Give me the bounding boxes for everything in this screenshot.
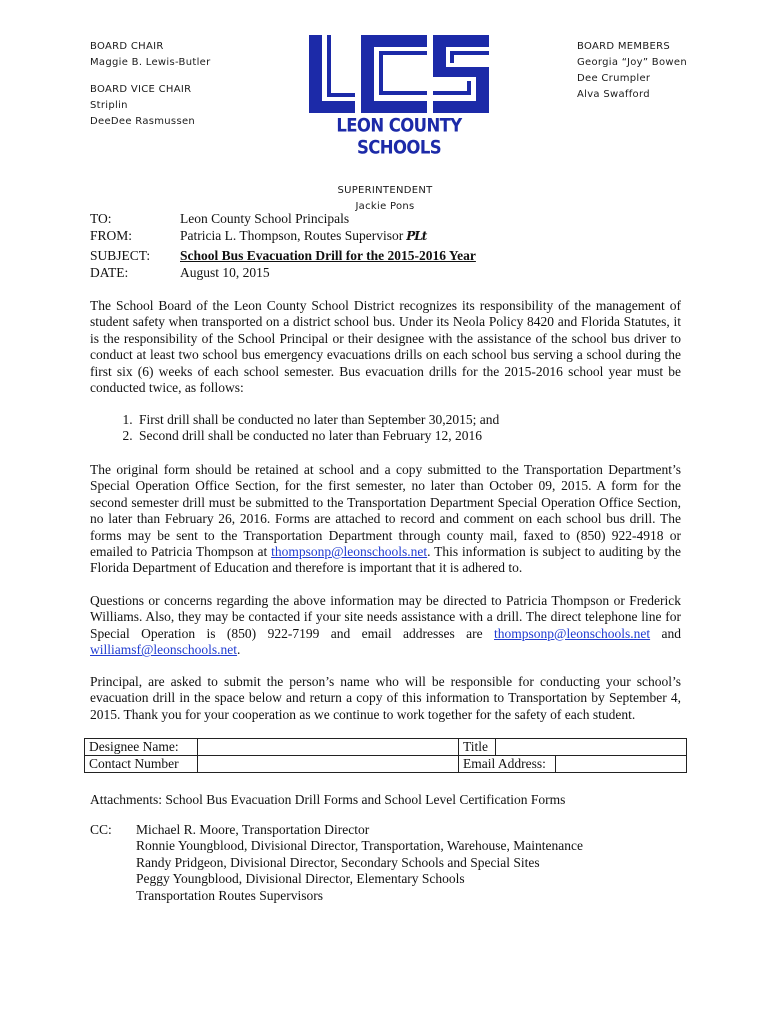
superintendent-label: SUPERINTENDENT [337, 185, 433, 196]
logo-wordmark: LEON COUNTY SCHOOLS [336, 114, 462, 158]
email-address-label: Email Address: [459, 756, 556, 773]
paragraph-3-text: Questions or concerns regarding the above information may be directed to Patricia Thompson or Frederick Williams. Also, they may be contacted if your site needs assistance with a drill. The direct telephone line for Special Operation is (850) 922-7199 and email addresses are [90, 593, 681, 641]
memo-to-row [90, 211, 476, 228]
contact-number-field[interactable] [198, 756, 459, 773]
leon-county-schools-logo [309, 33, 489, 158]
paragraph-2-text: The original form should be retained at school and a copy submitted to the Transportation Department’s Special Operation Office Section, for the first semester, no later than October 09, 2015. A form for the second semester drill must be submitted to the Transportation Department Special Operation Office Section, no later than February 26, 2016. Forms are attached to record and comment on each school bus drill. The forms may be sent to the Transportation Department through county mail, faxed to (850) 922-4918 or emailed to Patricia Thompson at [90, 462, 681, 560]
designee-name-label: Designee Name: [85, 739, 198, 756]
to-label: TO: [90, 211, 112, 226]
memo-subject-row [90, 248, 476, 265]
cc-recipient: Peggy Youngblood, Divisional Director, Elementary Schools [136, 871, 465, 887]
board-member: Alva Swafford [577, 89, 650, 100]
paragraph-4: Principal, are asked to submit the person’s name who will be responsible for conducting your school’s evacuation drill in the space below and return a copy of this information to Transportation by September 4, 2015. Thank you for your cooperation as we continue to work together for the safety of each student. [90, 674, 681, 722]
designee-name-field[interactable] [198, 739, 459, 756]
board-members-label: BOARD MEMBERS [577, 41, 670, 52]
paragraph-4-block [90, 674, 681, 723]
table-row [85, 756, 687, 773]
paragraph-3-block [90, 593, 681, 659]
from-initials-signature: PLt [406, 228, 427, 243]
cc-recipients [136, 822, 583, 904]
board-member: Georgia “Joy” Bowen [577, 57, 687, 68]
memo-date-row [90, 265, 476, 282]
email-address-field[interactable] [556, 756, 687, 773]
paragraph-3-and: and [650, 625, 681, 641]
contact-number-label: Contact Number [85, 756, 198, 773]
board-chair-label: BOARD CHAIR [90, 41, 164, 52]
board-vice-chair-line1: Striplin [90, 100, 128, 111]
subject-label: SUBJECT: [90, 248, 151, 263]
paragraph-2-block [90, 462, 681, 577]
board-member: Dee Crumpler [577, 73, 651, 84]
cc-recipient: Ronnie Youngblood, Divisional Director, Transportation, Warehouse, Maintenance [136, 838, 583, 854]
memo-from-row [90, 228, 476, 245]
title-field[interactable] [496, 739, 687, 756]
subject-value: School Bus Evacuation Drill for the 2015-2016 Year [180, 248, 476, 263]
cc-recipient: Michael R. Moore, Transportation Director [136, 822, 370, 837]
email-link-thompson-2[interactable]: thompsonp@leonschools.net [494, 625, 651, 641]
date-label: DATE: [90, 264, 129, 280]
table-row [85, 739, 687, 756]
paragraph-2 [90, 462, 681, 577]
memo-header [90, 211, 476, 281]
paragraph-1-block [90, 298, 681, 396]
from-label: FROM: [90, 227, 133, 243]
to-value: Leon County School Principals [180, 211, 350, 226]
cc-label: CC: [90, 822, 112, 837]
cc-recipient: Transportation Routes Supervisors [136, 887, 324, 903]
email-link-williams[interactable]: williamsf@leonschools.net [90, 642, 238, 658]
board-members-block [577, 39, 687, 103]
paragraph-1: The School Board of the Leon County School District recognizes its responsibility of the management of student safety when transported on a district school bus. Under its Neola Policy 8420 and Florida Statutes, it is the responsibility of the School Principal or their designee with the assistance of the school bus driver to conduct at least two school bus emergency evacuations drills on each school bus serving a school during the first six (6) weeks of each school semester. Bus evacuation drills for the 2015-2016 school year must be conducted twice, as follows: [90, 298, 681, 396]
title-label: Title [459, 739, 496, 756]
date-value: August 10, 2015 [180, 264, 270, 280]
paragraph-3-end: . [237, 642, 241, 658]
cc-block [90, 822, 583, 904]
attachments-line: Attachments: School Bus Evacuation Drill Forms and School Level Certification Forms [90, 792, 566, 807]
board-chair-block [90, 39, 211, 130]
board-vice-chair-line2: DeeDee Rasmussen [90, 116, 196, 127]
drill-list-block [90, 412, 681, 445]
paragraph-2-text-end: . This information is subject to auditing by the Florida Department of Education and therefore is important that it is adhered to. [90, 544, 681, 576]
from-value: Patricia L. Thompson, Routes Supervisor [180, 227, 404, 243]
drill-list [90, 412, 681, 445]
paragraph-3 [90, 593, 681, 659]
cc-recipient: Randy Pridgeon, Divisional Director, Secondary Schools and Special Sites [136, 854, 540, 870]
designee-form-table [84, 738, 687, 773]
board-chair-name: Maggie B. Lewis-Butler [90, 57, 211, 68]
list-item: 2. Second drill shall be conducted no later than February 12, 2016 [136, 428, 681, 444]
superintendent-name: Jackie Pons [355, 201, 415, 212]
email-link-thompson[interactable]: thompsonp@leonschools.net [271, 544, 428, 560]
board-vice-chair-label: BOARD VICE CHAIR [90, 84, 192, 95]
list-item: 1. First drill shall be conducted no later than September 30,2015; and [136, 412, 681, 428]
